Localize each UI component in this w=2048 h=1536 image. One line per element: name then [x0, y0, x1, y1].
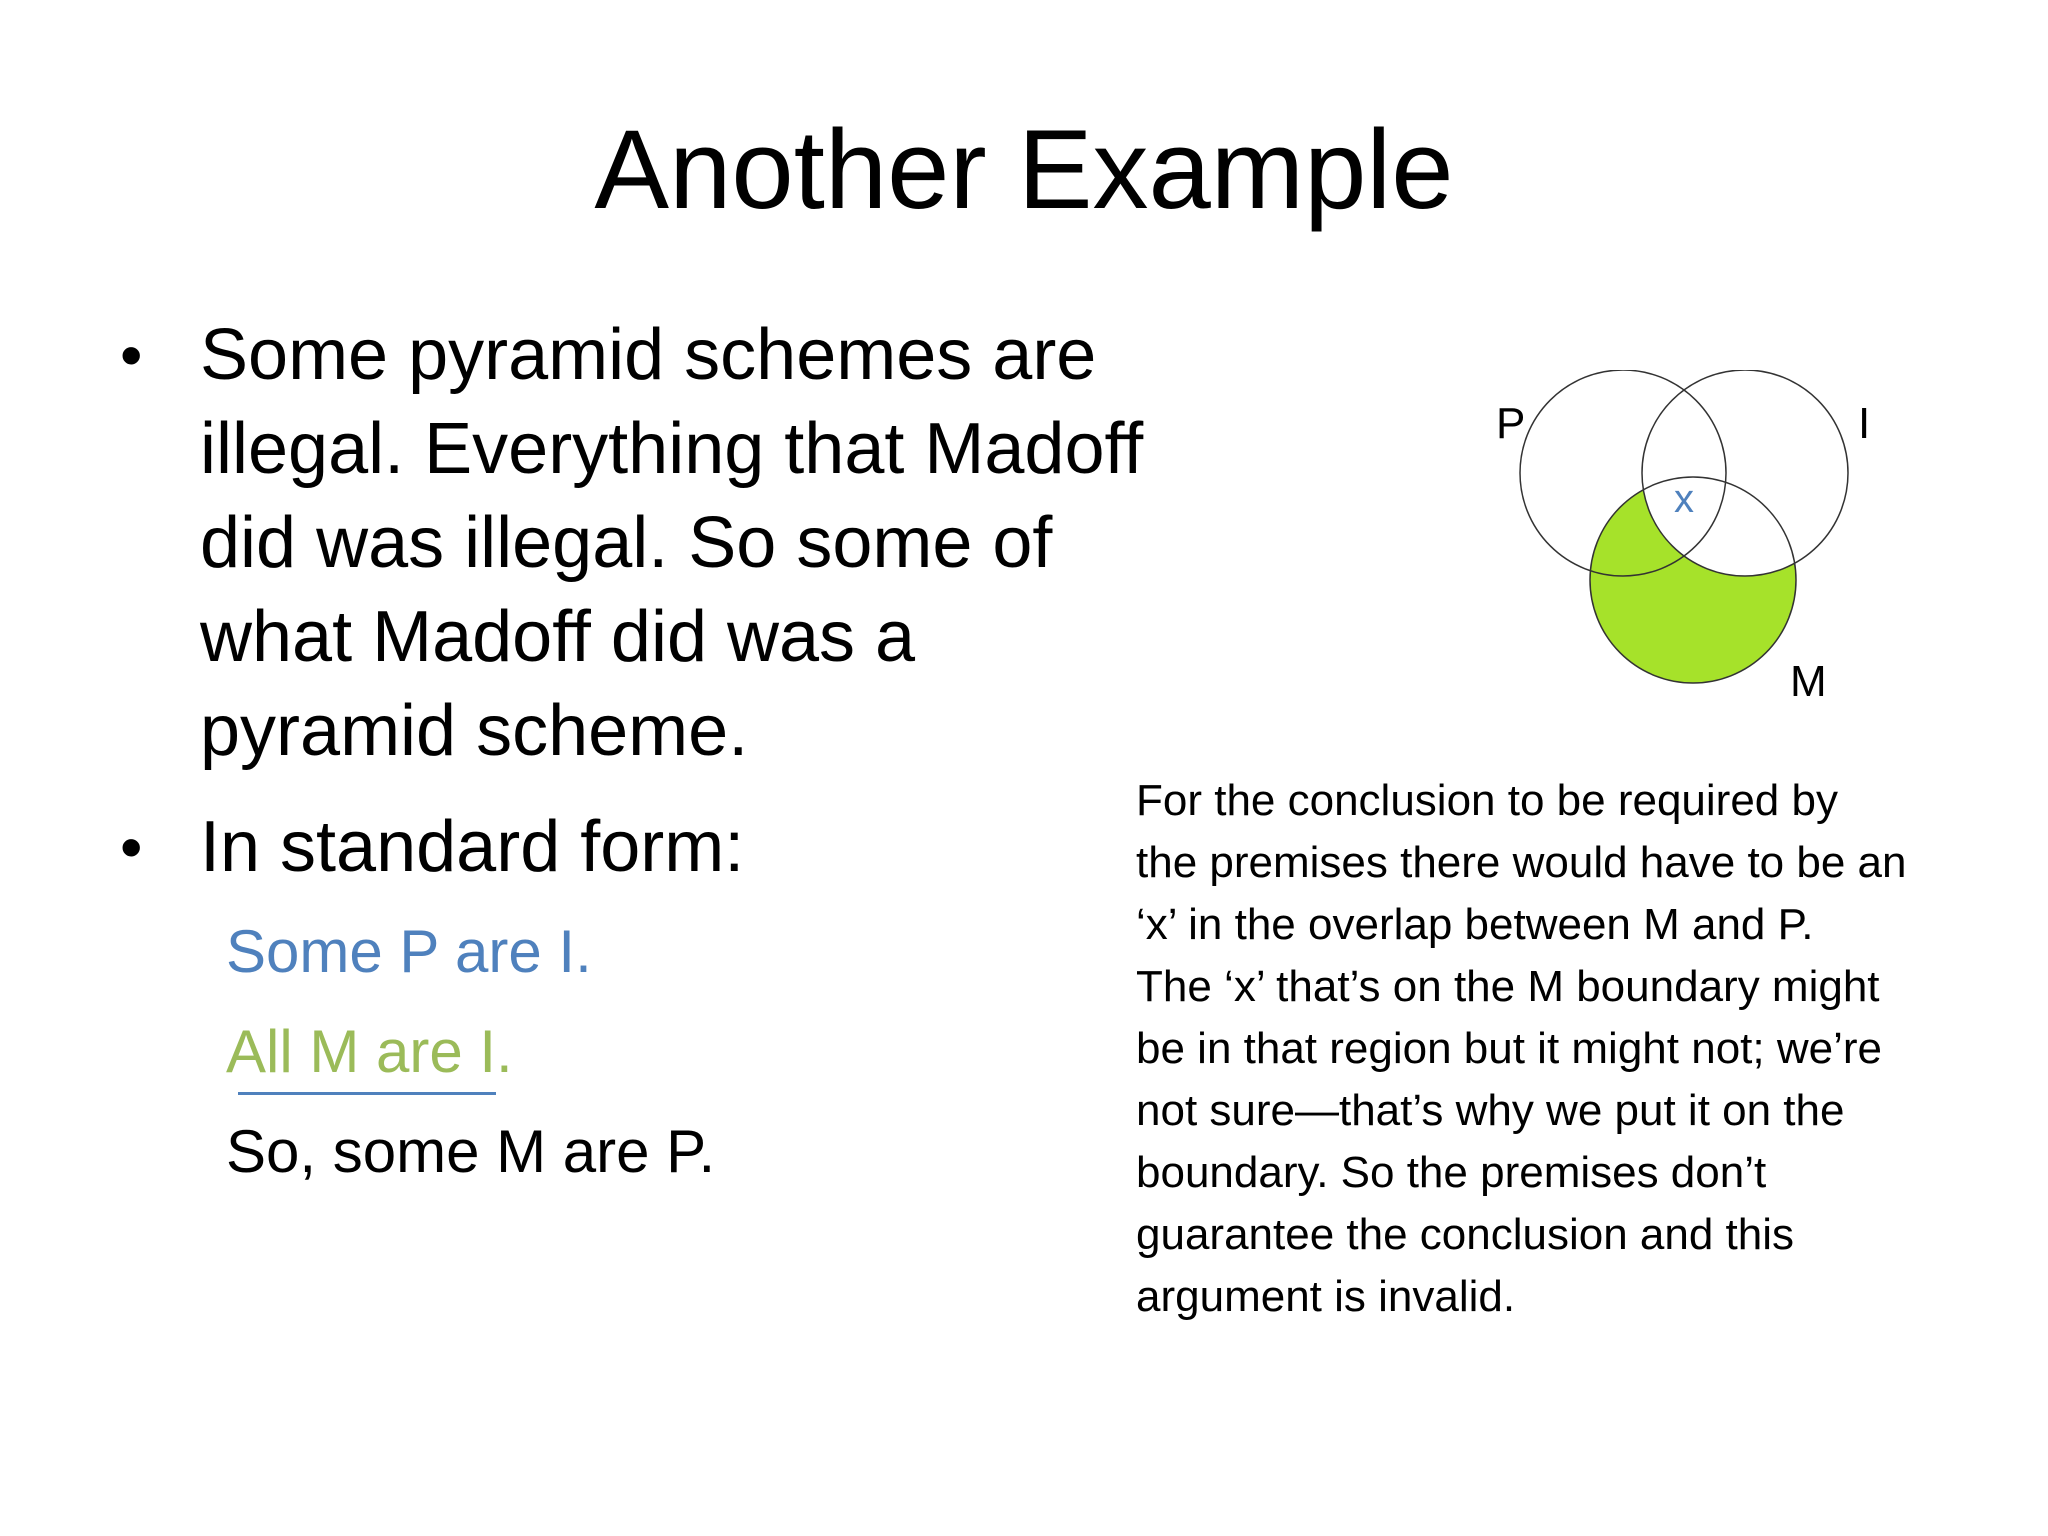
- conclusion-divider: [238, 1092, 496, 1095]
- slide-title: Another Example: [594, 107, 1454, 232]
- argument-line: illegal. Everything that Madoff: [200, 409, 1144, 489]
- venn-label-p: P: [1496, 399, 1526, 448]
- explanation-line: the premises there would have to be an: [1136, 838, 1907, 887]
- bullet-marker: •: [120, 811, 143, 883]
- standard-form-syllogism: [226, 902, 926, 1202]
- conclusion: So, some M are P.: [226, 1118, 716, 1185]
- premise-1: Some P are I.: [226, 918, 592, 985]
- explanation-line: be in that region but it might not; we’re: [1136, 1024, 1882, 1073]
- bullet-list: [120, 308, 1240, 916]
- venn-label-i: I: [1858, 399, 1871, 448]
- argument-line: did was illegal. So some of: [200, 503, 1053, 583]
- explanation-line: guarantee the conclusion and this: [1136, 1210, 1795, 1259]
- argument-line: pyramid scheme.: [200, 691, 749, 771]
- venn-label-m: M: [1790, 657, 1827, 706]
- bullet-marker: •: [120, 319, 143, 391]
- argument-line: what Madoff did was a: [200, 597, 916, 677]
- premise-2: All M are I.: [226, 1018, 513, 1085]
- venn-diagram: [1480, 370, 1880, 706]
- explanation-line: boundary. So the premises don’t: [1136, 1148, 1767, 1197]
- bullet-argument: [120, 308, 1240, 778]
- standard-form-heading: In standard form:: [200, 807, 745, 887]
- explanation-line: not sure—that’s why we put it on the: [1136, 1086, 1845, 1135]
- explanation-line: The ‘x’ that’s on the M boundary might: [1136, 962, 1880, 1011]
- explanation-line: argument is invalid.: [1136, 1272, 1516, 1321]
- explanation-line: For the conclusion to be required by: [1136, 776, 1838, 825]
- argument-line: Some pyramid schemes are: [200, 315, 1097, 395]
- bullet-standard-form: [120, 800, 1240, 894]
- venn-svg: [1480, 370, 1880, 700]
- venn-x-marker: x: [1674, 477, 1694, 521]
- explanation-text: [1136, 770, 2016, 1328]
- explanation-line: ‘x’ in the overlap between M and P.: [1136, 900, 1814, 949]
